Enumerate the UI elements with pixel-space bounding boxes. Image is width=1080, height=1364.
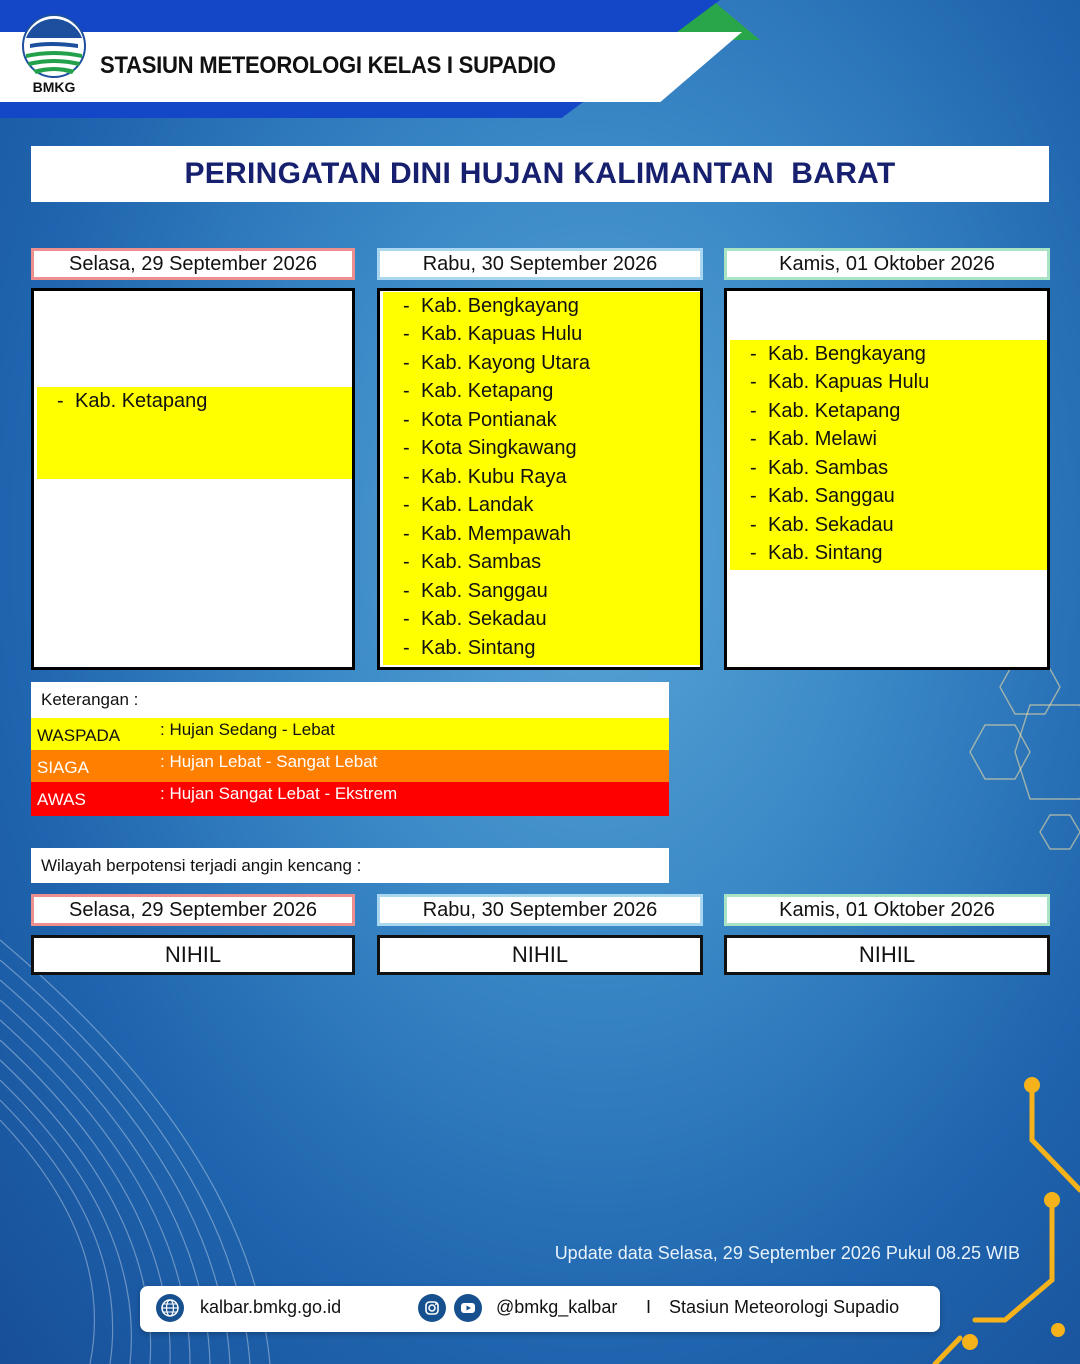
legend-waspada [31,718,669,750]
list-item: - Kab. Ketapang [750,399,901,422]
wind-value-day3: NIHIL [724,935,1050,975]
logo-text: BMKG [32,79,76,95]
wind-value-day1: NIHIL [31,935,355,975]
youtube-icon[interactable] [454,1294,482,1322]
legend-level-name: AWAS [37,790,86,809]
list-item: - Kab. Sambas [750,456,889,479]
date-day1: Selasa, 29 September 2026 [31,248,355,280]
list-item: - Kab. Sekadau [750,513,894,536]
waspada-zone [730,340,1047,570]
list-item: - Kab. Kapuas Hulu [403,323,583,346]
social-handle[interactable]: @bmkg_kalbar [496,1297,618,1317]
list-item: - Kab. Sanggau [403,579,548,602]
list-item: - Kota Pontianak [403,408,557,431]
wind-value-day2: NIHIL [377,935,703,975]
legend-level-desc: : Hujan Sedang - Lebat [160,720,335,739]
list-item: - Kab. Ketapang [403,380,554,403]
list-item: - Kab. Melawi [750,428,877,451]
instagram-icon[interactable] [418,1294,446,1322]
list-item: - Kab. Mempawah [403,522,572,545]
footer-station: Stasiun Meteorologi Supadio [669,1297,900,1317]
list-item: - Kab. Kayong Utara [403,351,590,374]
wind-date-day3: Kamis, 01 Oktober 2026 [724,894,1050,926]
date-day2: Rabu, 30 September 2026 [377,248,703,280]
legend-heading: Keterangan : [31,682,669,718]
list-item: - Kab. Bengkayang [403,294,579,317]
title-box [31,146,1049,202]
list-item: - Kab. Bengkayang [750,342,926,365]
footer-bar [140,1286,940,1332]
wind-heading: Wilayah berpotensi terjadi angin kencang : [31,848,669,883]
wind-date-day1: Selasa, 29 September 2026 [31,894,355,926]
page-title: PERINGATAN DINI HUJAN KALIMANTAN BARAT [184,157,896,190]
legend-siaga [31,750,669,782]
footer-separator: I [646,1297,652,1317]
legend-level-desc: : Hujan Lebat - Sangat Lebat [160,752,378,771]
list-item: - Kab. Sanggau [750,485,895,508]
waspada-zone [383,292,700,665]
list-item: - Kab. Ketapang [57,389,208,412]
list-item: - Kab. Sambas [403,551,542,574]
website-link[interactable]: kalbar.bmkg.go.id [200,1297,342,1317]
legend-awas [31,782,669,816]
legend-level-name: SIAGA [37,758,89,777]
list-item: - Kab. Kubu Raya [403,465,567,488]
list-item: - Kota Singkawang [403,437,577,460]
list-item: - Kab. Sintang [403,636,536,659]
date-day3: Kamis, 01 Oktober 2026 [724,248,1050,280]
wind-date-day2: Rabu, 30 September 2026 [377,894,703,926]
list-item: - Kab. Kapuas Hulu [750,371,930,394]
list-item: - Kab. Sekadau [403,608,547,631]
legend-level-desc: : Hujan Sangat Lebat - Ekstrem [160,784,398,803]
legend-level-name: WASPADA [37,726,121,745]
list-item: - Kab. Landak [403,494,534,517]
station-name: STASIUN METEOROLOGI KELAS I SUPADIO [100,52,556,79]
list-item: - Kab. Sintang [750,542,883,565]
warning-list-day2 [377,288,703,670]
bmkg-logo [20,14,88,96]
warning-list-day3 [724,288,1050,670]
globe-icon[interactable] [156,1294,184,1322]
waspada-zone [37,387,352,479]
warning-list-day1 [31,288,355,670]
update-text: Update data Selasa, 29 September 2026 Pukul 08.25 WIB [554,1243,1020,1263]
